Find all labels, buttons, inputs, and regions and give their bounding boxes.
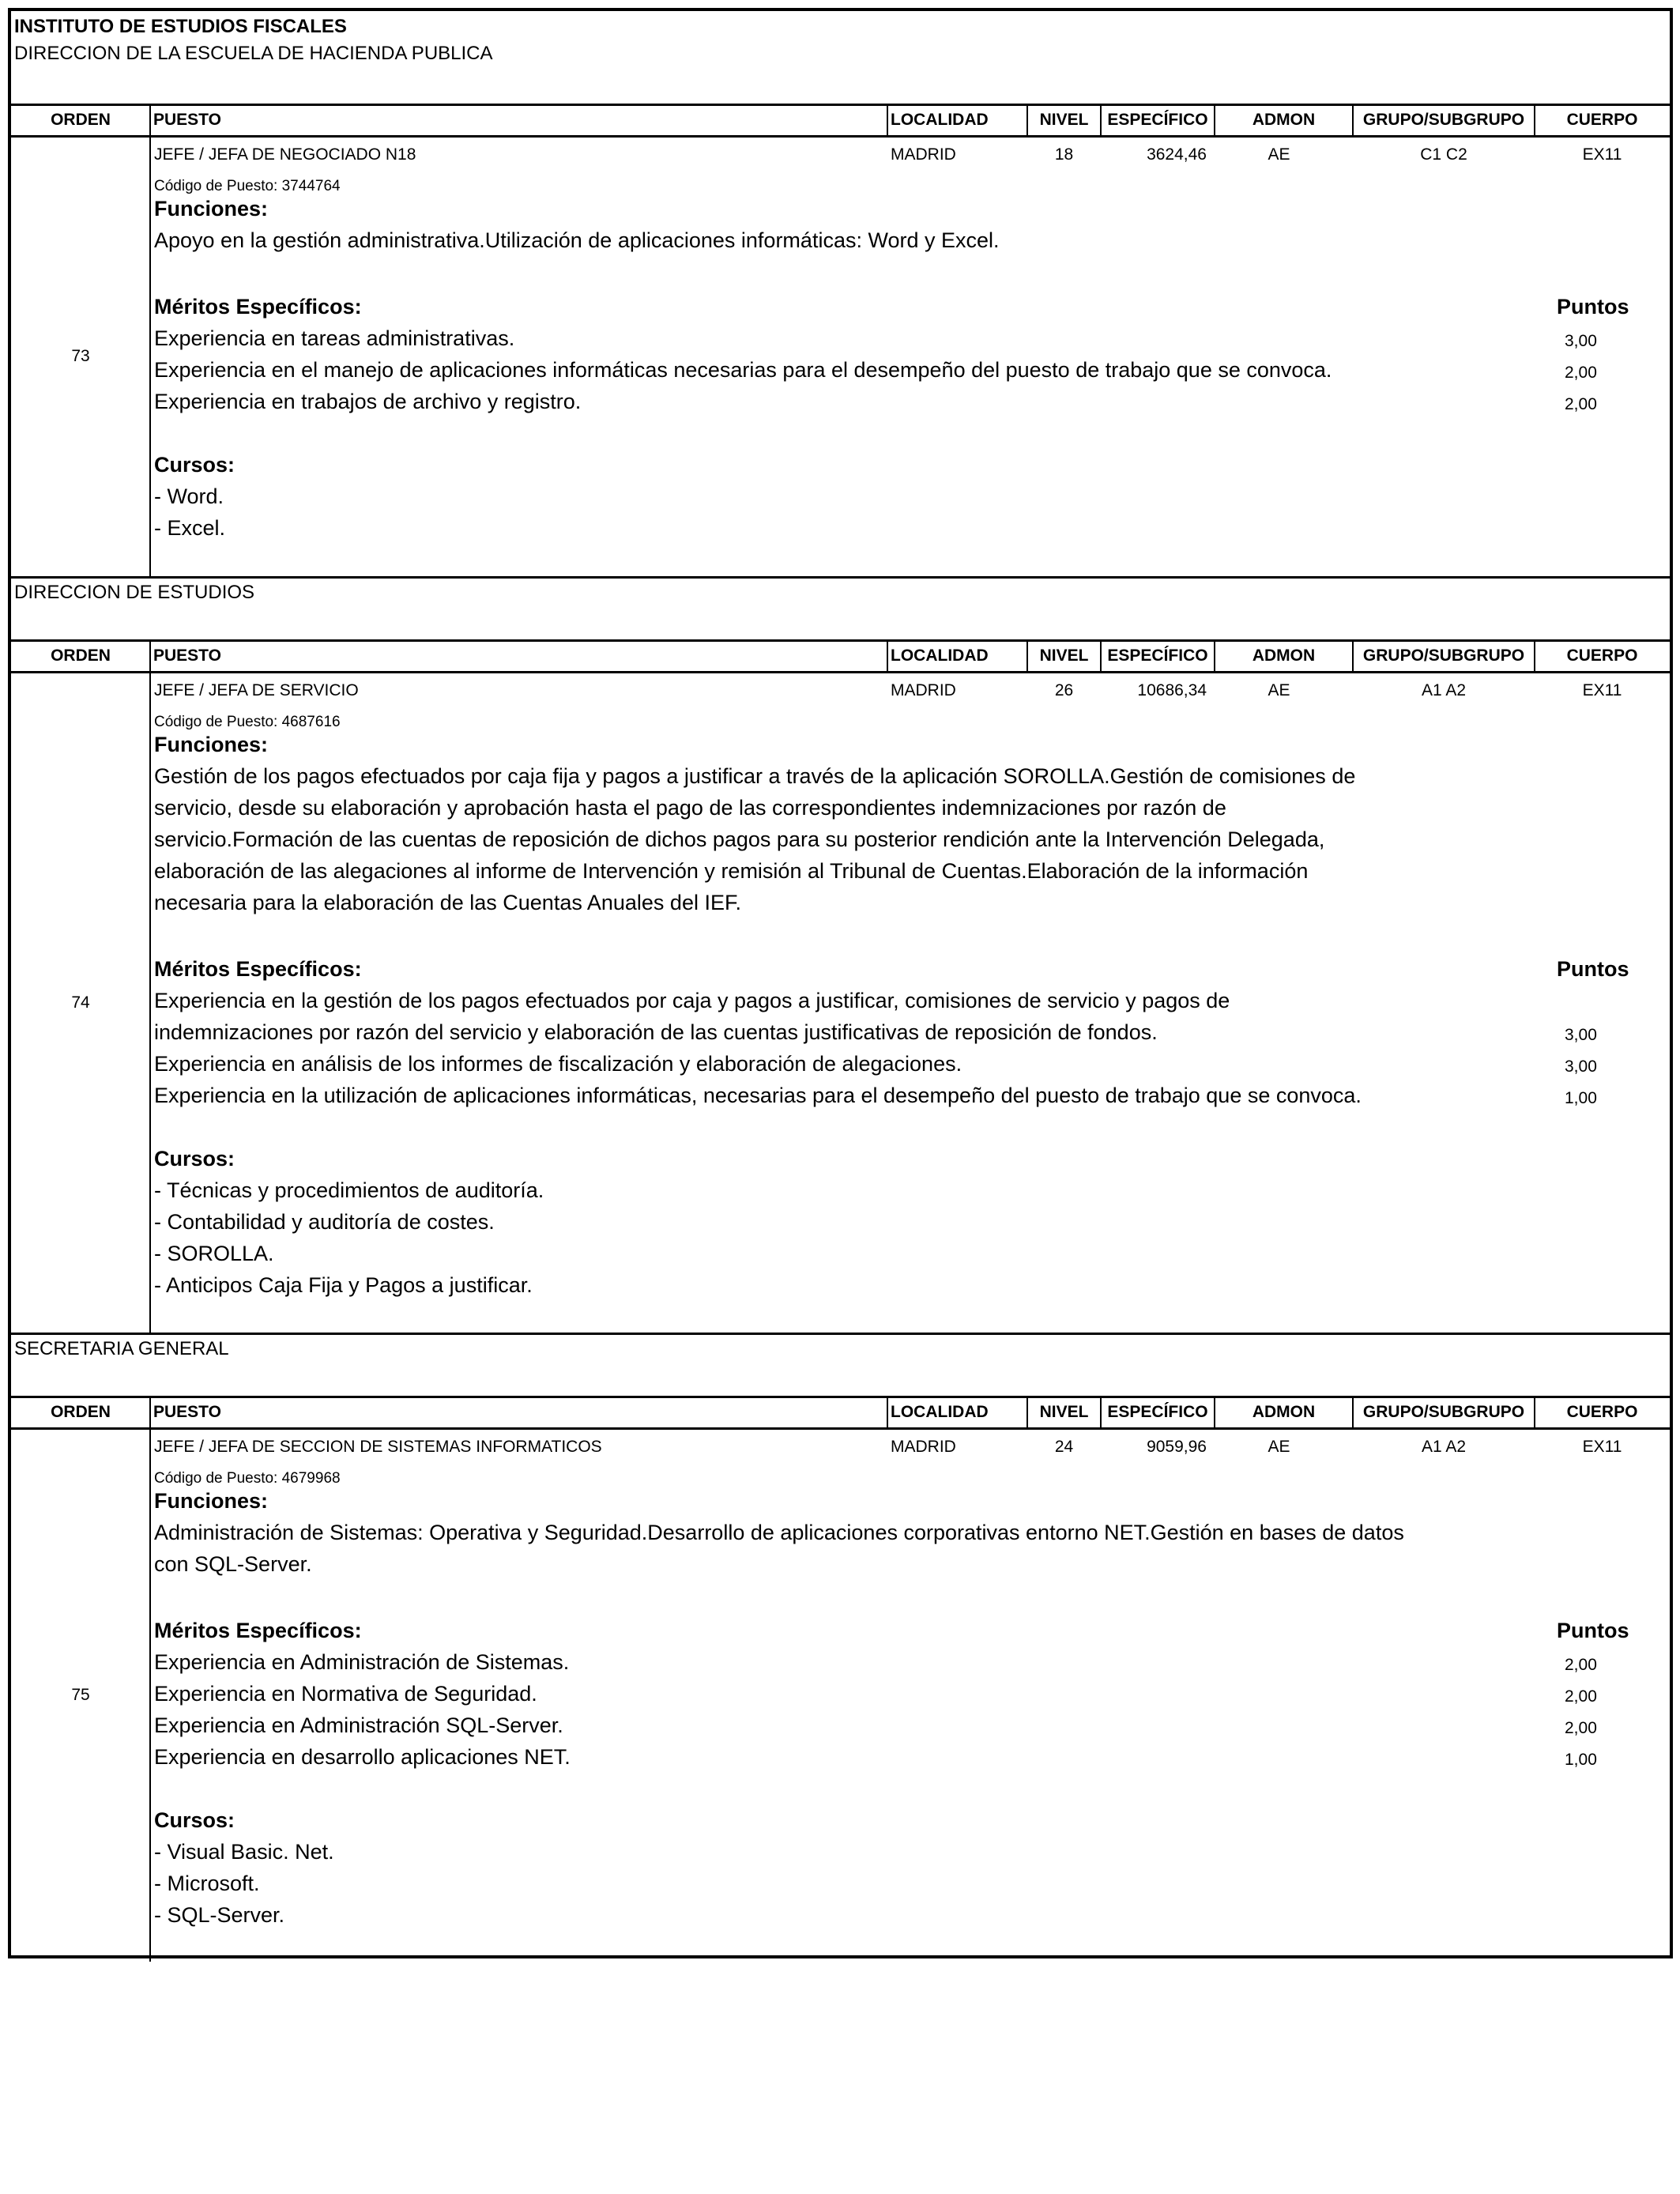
merito-puntos: 1,00 [1565, 1089, 1597, 1107]
merito-line: indemnizaciones por razón del servicio y elaboración de las cuentas justificativas de reposición de fondos. [154, 1020, 1158, 1044]
cursos-label: Cursos: [154, 1147, 235, 1171]
curso-item: - Técnicas y procedimientos de auditoría. [154, 1178, 544, 1202]
codigo-puesto: Código de Puesto: 3744764 [154, 178, 341, 194]
column-header-especifico: ESPECÍFICO [1107, 111, 1208, 129]
merito-line: Experiencia en la gestión de los pagos efectuados por caja y pagos a justificar, comisiones de servicio y pagos de [154, 989, 1230, 1012]
nivel-value: 24 [1054, 1438, 1074, 1456]
merito-puntos: 3,00 [1565, 1057, 1597, 1076]
funciones-line: necesaria para la elaboración de las Cuentas Anuales del IEF. [154, 891, 741, 914]
cuerpo-value: EX11 [1582, 145, 1622, 164]
column-header-especifico: ESPECÍFICO [1107, 1403, 1208, 1421]
funciones-line: Gestión de los pagos efectuados por caja fija y pagos a justificar a través de la aplicación SOROLLA.Gestión de comisiones de [154, 764, 1356, 788]
meritos-label: Méritos Específicos: [154, 1619, 362, 1642]
column-header-nivel: NIVEL [1039, 647, 1089, 665]
header-top-rule [11, 1396, 1670, 1398]
column-header-puesto: PUESTO [153, 647, 221, 665]
localidad-value: MADRID [891, 681, 956, 699]
merito-puntos: 2,00 [1565, 364, 1597, 382]
section-divider [11, 1333, 1670, 1335]
merito-line: Experiencia en tareas administrativas. [154, 326, 515, 350]
merito-puntos: 1,00 [1565, 1751, 1597, 1769]
grupo-value: C1 C2 [1420, 145, 1467, 164]
header-column-divider [887, 640, 888, 672]
cursos-label: Cursos: [154, 453, 235, 477]
column-header-cuerpo: CUERPO [1566, 111, 1638, 129]
column-header-admon: ADMON [1252, 111, 1316, 129]
organization-title: INSTITUTO DE ESTUDIOS FISCALES [14, 16, 347, 37]
funciones-line: Apoyo en la gestión administrativa.Utilización de aplicaciones informáticas: Word y Excel. [154, 228, 1000, 252]
grupo-value: A1 A2 [1421, 1438, 1467, 1456]
puntos-label: Puntos [1557, 295, 1629, 319]
merito-line: Experiencia en Administración SQL-Server. [154, 1713, 563, 1737]
meritos-label: Méritos Específicos: [154, 295, 362, 319]
puesto-title: JEFE / JEFA DE SERVICIO [154, 681, 359, 699]
column-header-grupo: GRUPO/SUBGRUPO [1362, 647, 1525, 665]
merito-line: Experiencia en la utilización de aplicaciones informáticas, necesarias para el desempeño del puesto de trabajo que se convoca. [154, 1084, 1362, 1107]
header-bottom-rule [11, 671, 1670, 673]
nivel-value: 18 [1054, 145, 1074, 164]
column-header-localidad: LOCALIDAD [891, 647, 989, 665]
header-column-divider [887, 104, 888, 136]
especifico-value: 3624,46 [1147, 145, 1207, 164]
funciones-line: Administración de Sistemas: Operativa y Seguridad.Desarrollo de aplicaciones corporativas entorno NET.Gestión en bases de datos [154, 1521, 1404, 1544]
merito-line: Experiencia en Normativa de Seguridad. [154, 1682, 537, 1706]
cursos-label: Cursos: [154, 1808, 235, 1832]
section-name: DIRECCION DE ESTUDIOS [14, 582, 255, 603]
orden-number: 74 [71, 993, 90, 1012]
curso-item: - SQL-Server. [154, 1903, 285, 1927]
funciones-line: elaboración de las alegaciones al informe de Intervención y remisión al Tribunal de Cuentas.Elaboración de la información [154, 859, 1309, 883]
header-top-rule [11, 104, 1670, 106]
funciones-line: servicio, desde su elaboración y aprobación hasta el pago de las correspondientes indemnizaciones por razón de [154, 796, 1226, 820]
puesto-title: JEFE / JEFA DE SECCION DE SISTEMAS INFORMATICOS [154, 1438, 602, 1456]
admon-value: AE [1268, 1438, 1290, 1456]
column-header-puesto: PUESTO [153, 111, 221, 129]
curso-item: - Microsoft. [154, 1872, 260, 1895]
admon-value: AE [1268, 681, 1290, 699]
curso-item: - Contabilidad y auditoría de costes. [154, 1210, 495, 1234]
curso-item: - SOROLLA. [154, 1242, 274, 1265]
column-header-orden: ORDEN [51, 647, 111, 665]
column-header-cuerpo: CUERPO [1566, 647, 1638, 665]
cuerpo-value: EX11 [1582, 681, 1622, 699]
merito-puntos: 2,00 [1565, 395, 1597, 413]
puntos-label: Puntos [1557, 957, 1629, 981]
column-header-localidad: LOCALIDAD [891, 111, 989, 129]
section-name: DIRECCION DE LA ESCUELA DE HACIENDA PUBLICA [14, 43, 493, 64]
puesto-title: JEFE / JEFA DE NEGOCIADO N18 [154, 145, 416, 164]
orden-number: 75 [71, 1686, 90, 1704]
cuerpo-value: EX11 [1582, 1438, 1622, 1456]
especifico-value: 10686,34 [1137, 681, 1207, 699]
orden-number: 73 [71, 347, 90, 365]
localidad-value: MADRID [891, 1438, 956, 1456]
header-top-rule [11, 639, 1670, 642]
especifico-value: 9059,96 [1147, 1438, 1207, 1456]
section-name: SECRETARIA GENERAL [14, 1338, 229, 1359]
curso-item: - Excel. [154, 516, 226, 540]
merito-puntos: 2,00 [1565, 1687, 1597, 1706]
merito-puntos: 2,00 [1565, 1719, 1597, 1737]
column-header-cuerpo: CUERPO [1566, 1403, 1638, 1421]
column-header-orden: ORDEN [51, 1403, 111, 1421]
merito-line: Experiencia en Administración de Sistemas. [154, 1650, 570, 1674]
header-column-divider [887, 1397, 888, 1428]
header-bottom-rule [11, 1427, 1670, 1430]
localidad-value: MADRID [891, 145, 956, 164]
column-header-nivel: NIVEL [1039, 111, 1089, 129]
column-header-puesto: PUESTO [153, 1403, 221, 1421]
column-header-admon: ADMON [1252, 647, 1316, 665]
curso-item: - Word. [154, 484, 224, 508]
puntos-label: Puntos [1557, 1619, 1629, 1642]
column-header-admon: ADMON [1252, 1403, 1316, 1421]
grupo-value: A1 A2 [1421, 681, 1467, 699]
column-header-orden: ORDEN [51, 111, 111, 129]
merito-line: Experiencia en el manejo de aplicaciones informáticas necesarias para el desempeño del puesto de trabajo que se convoca. [154, 358, 1332, 382]
funciones-line: servicio.Formación de las cuentas de reposición de dichos pagos para su posterior rendición ante la Intervención Delegada, [154, 827, 1325, 851]
merito-line: Experiencia en desarrollo aplicaciones NET. [154, 1745, 571, 1769]
codigo-puesto: Código de Puesto: 4687616 [154, 714, 341, 730]
codigo-puesto: Código de Puesto: 4679968 [154, 1470, 341, 1487]
column-header-grupo: GRUPO/SUBGRUPO [1362, 1403, 1525, 1421]
curso-item: - Anticipos Caja Fija y Pagos a justificar. [154, 1273, 533, 1297]
section-divider [11, 576, 1670, 579]
meritos-label: Méritos Específicos: [154, 957, 362, 981]
merito-puntos: 3,00 [1565, 332, 1597, 350]
column-header-nivel: NIVEL [1039, 1403, 1089, 1421]
funciones-label: Funciones: [154, 733, 269, 756]
merito-line: Experiencia en análisis de los informes de fiscalización y elaboración de alegaciones. [154, 1052, 962, 1076]
funciones-label: Funciones: [154, 1489, 269, 1513]
column-header-localidad: LOCALIDAD [891, 1403, 989, 1421]
nivel-value: 26 [1054, 681, 1074, 699]
merito-line: Experiencia en trabajos de archivo y registro. [154, 390, 582, 413]
column-header-grupo: GRUPO/SUBGRUPO [1362, 111, 1525, 129]
merito-puntos: 2,00 [1565, 1656, 1597, 1674]
funciones-label: Funciones: [154, 197, 269, 221]
header-bottom-rule [11, 135, 1670, 138]
curso-item: - Visual Basic. Net. [154, 1840, 334, 1864]
document-table [8, 8, 1673, 1958]
admon-value: AE [1268, 145, 1290, 164]
merito-puntos: 3,00 [1565, 1026, 1597, 1044]
funciones-line: con SQL-Server. [154, 1552, 312, 1576]
column-header-especifico: ESPECÍFICO [1107, 647, 1208, 665]
